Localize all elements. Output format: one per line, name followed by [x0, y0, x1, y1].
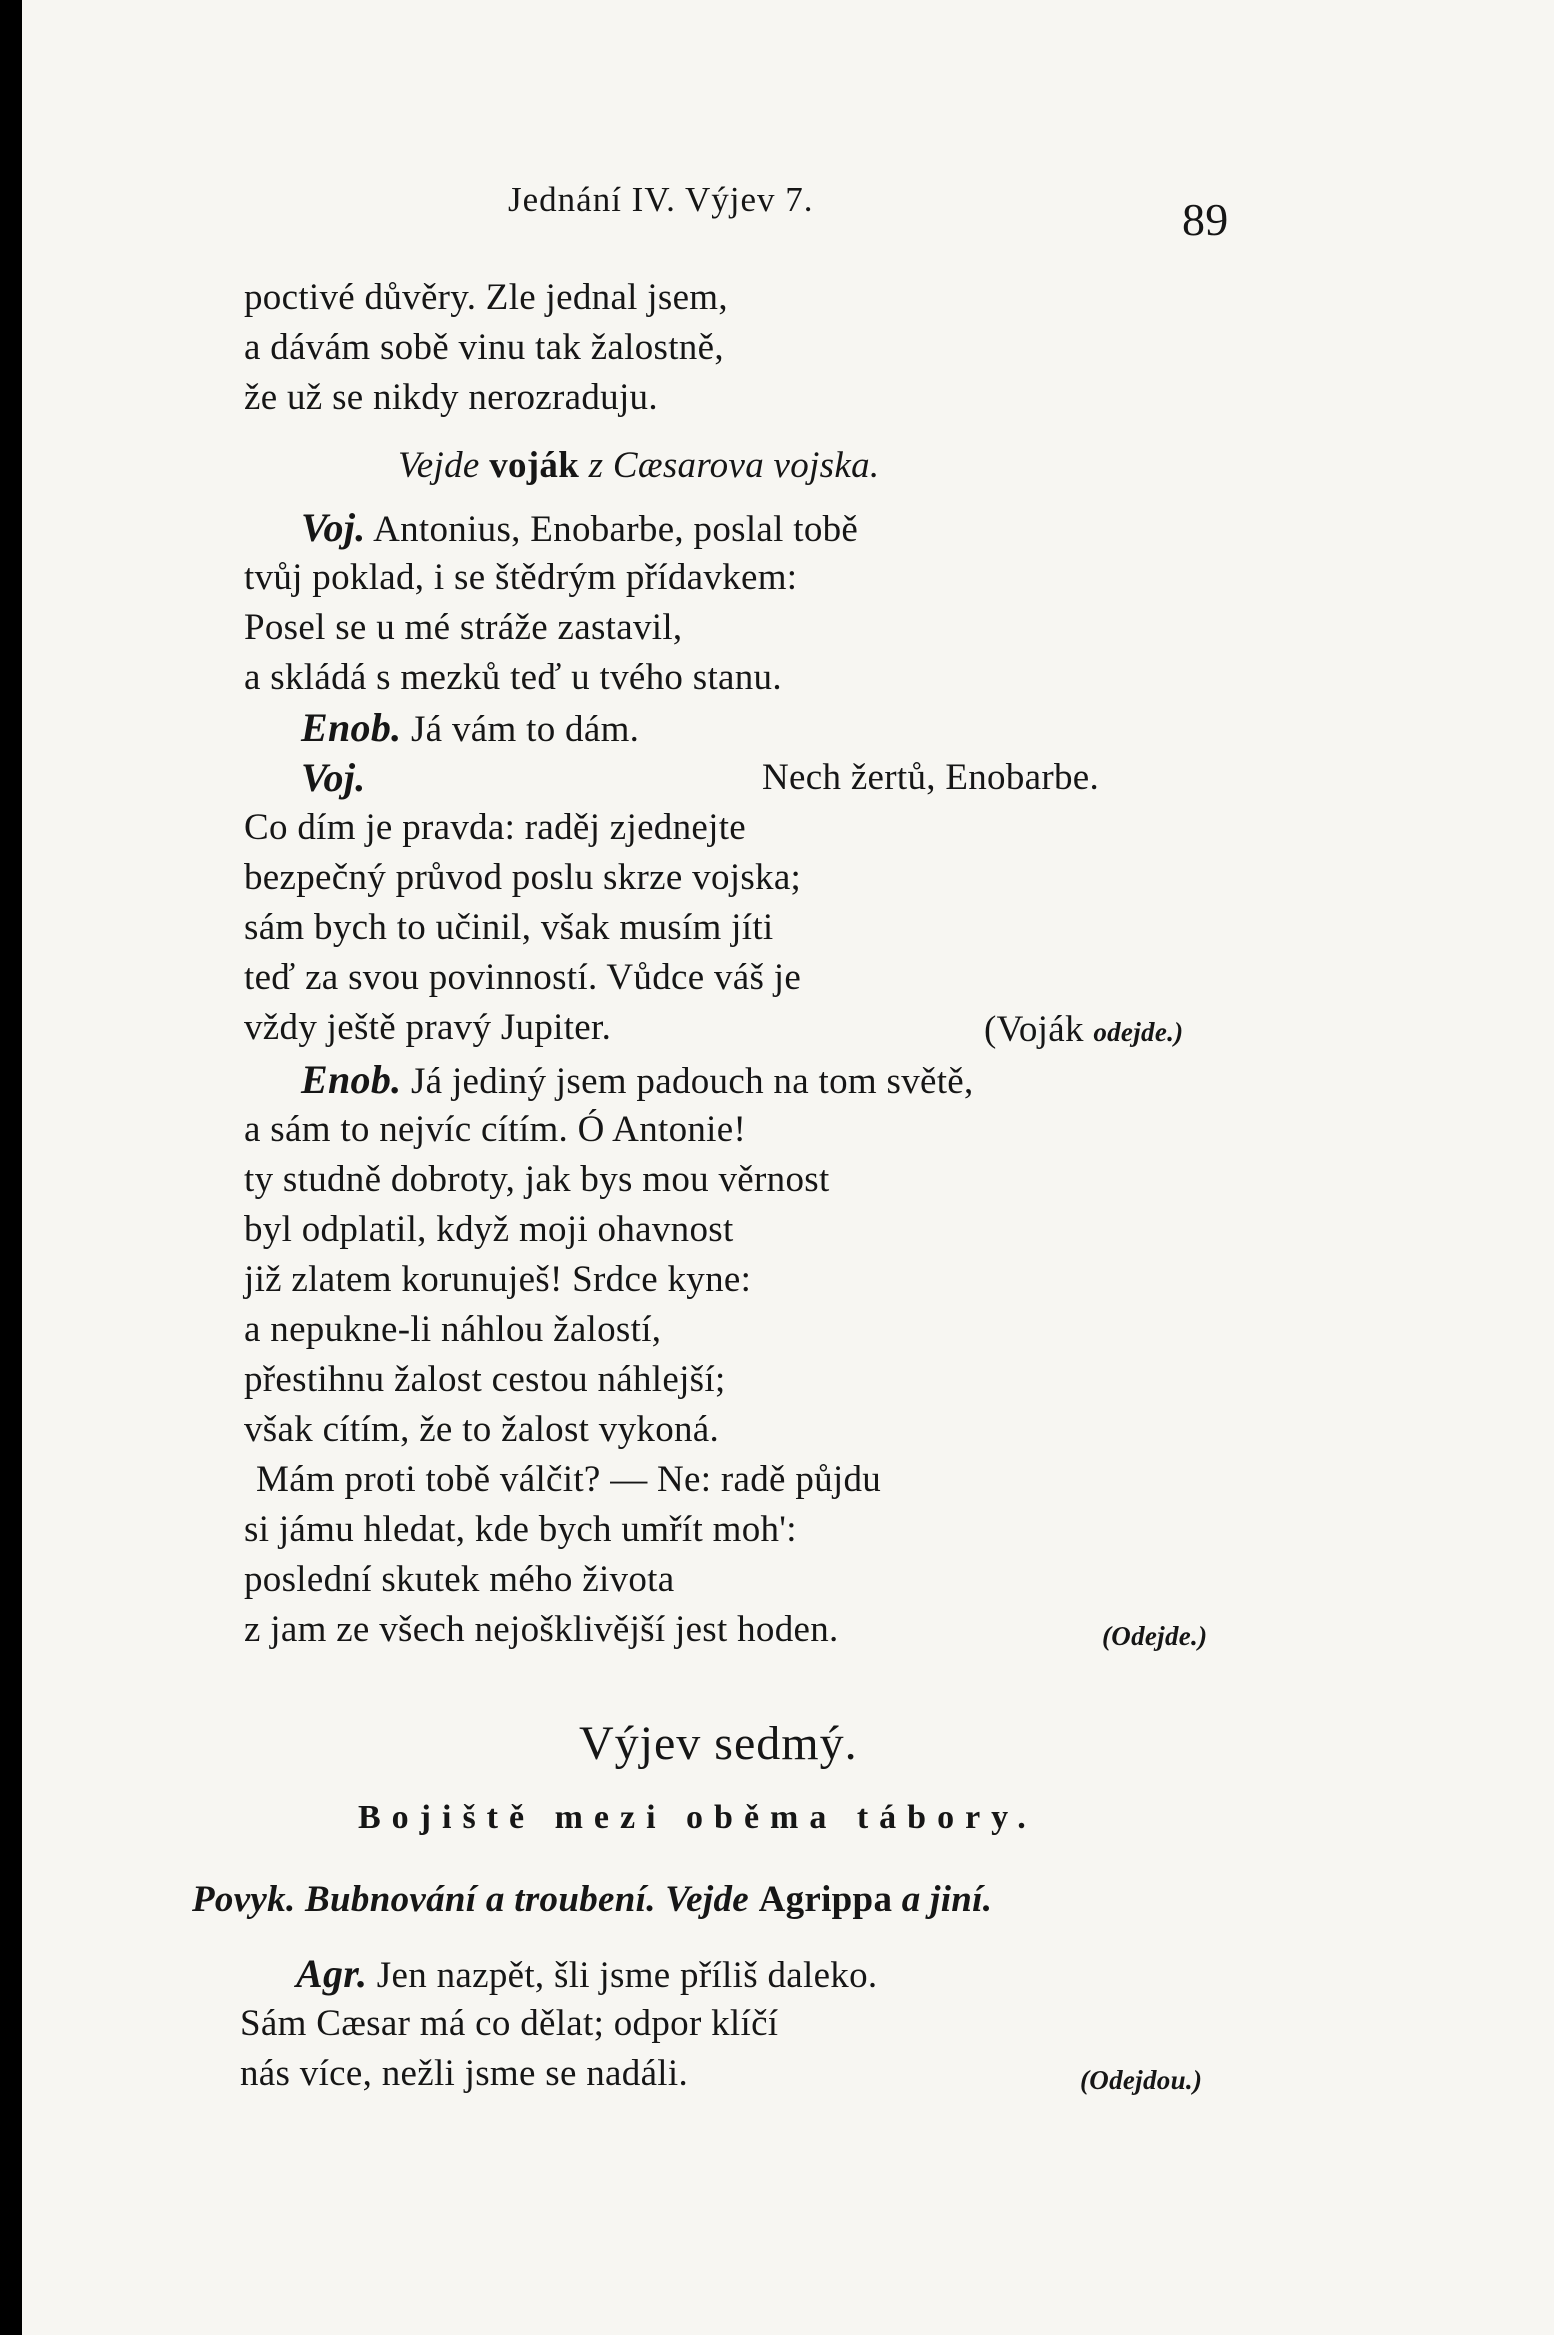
character-name: voják: [489, 445, 580, 486]
speech-line: [301, 706, 639, 752]
text-line: Posel se u mé stráže zastavil,: [244, 607, 683, 648]
book-page: [22, 0, 1554, 2335]
text-line: tvůj poklad, i se štědrým přídavkem:: [244, 557, 798, 598]
text-line: a skládá s mezků teď u tvého stanu.: [244, 657, 782, 698]
page-number: 89: [1182, 194, 1229, 245]
speech-line: [301, 756, 366, 802]
stage-direction-text: z Cæsarova vojska.: [579, 445, 880, 486]
text-line: a dávám sobě vinu tak žalostně,: [244, 327, 724, 368]
text-line: bezpečný průvod poslu skrze vojska;: [244, 857, 802, 898]
character-name: Agrippa: [758, 1879, 893, 1920]
stage-direction: (Odejdou.): [1080, 2065, 1203, 2095]
stage-direction-text: (Voják: [984, 1009, 1094, 1050]
scene-setting: Bojiště mezi oběma tábory.: [358, 1799, 1037, 1836]
text-line: z jam ze všech nejošklivější jest hoden.: [244, 1609, 839, 1650]
stage-direction-text: a jiní.: [892, 1879, 993, 1920]
text-line: Sám Cæsar má co dělat; odpor klíčí: [240, 2003, 779, 2044]
stage-direction-text: Povyk. Bubnování a troubení. Vejde: [192, 1879, 759, 1920]
text-line: již zlatem korunuješ! Srdce kyne:: [244, 1259, 752, 1300]
text-line: nás více, nežli jsme se nadáli.: [240, 2053, 689, 2094]
text-line: poctivé důvěry. Zle jednal jsem,: [244, 277, 728, 318]
stage-direction: [192, 1878, 992, 1922]
speech-text: Já vám to dám.: [401, 709, 640, 750]
text-line: a sám to nejvíc cítím. Ó Antonie!: [244, 1109, 747, 1150]
speech-text: Já jediný jsem padouch na tom světě,: [401, 1061, 974, 1102]
text-line: že už se nikdy nerozraduju.: [244, 377, 658, 418]
speaker-label: Voj.: [301, 755, 366, 800]
text-line: ty studně dobroty, jak bys mou věrnost: [244, 1159, 830, 1200]
running-title: Jednání IV. Výjev 7.: [508, 180, 814, 219]
text-line: však cítím, že to žalost vykoná.: [244, 1409, 720, 1450]
text-line: a nepukne-li náhlou žalostí,: [244, 1309, 662, 1350]
speech-line: [301, 1058, 974, 1104]
speech-line: [296, 1952, 877, 1998]
speaker-label: Enob.: [301, 705, 402, 750]
speech-text: Jen nazpět, šli jsme příliš daleko.: [367, 1955, 878, 1996]
stage-direction: (Odejde.): [1102, 1621, 1208, 1651]
text-line: přestihnu žalost cestou náhlejší;: [244, 1359, 726, 1400]
stage-direction: [984, 1008, 1183, 1054]
text-line: teď za svou povinností. Vůdce váš je: [244, 957, 802, 998]
stage-direction-text: Vejde: [398, 445, 490, 486]
speech-text: Antonius, Enobarbe, poslal tobě: [365, 509, 859, 550]
speaker-label: Enob.: [301, 1057, 402, 1102]
stage-direction-text: odejde.): [1093, 1017, 1184, 1047]
text-line: vždy ještě pravý Jupiter.: [244, 1007, 612, 1048]
scene-title: Výjev sedmý.: [579, 1717, 858, 1770]
text-line: poslední skutek mého života: [244, 1559, 675, 1600]
stage-direction: [398, 444, 879, 488]
text-line: sám bych to učinil, však musím jíti: [244, 907, 774, 948]
speaker-label: Voj.: [301, 505, 366, 550]
text-line: Mám proti tobě válčit? — Ne: radě půjdu: [256, 1459, 882, 1500]
speech-text: Nech žertů, Enobarbe.: [762, 757, 1100, 798]
speech-line: [301, 506, 858, 552]
text-line: si jámu hledat, kde bych umřít moh':: [244, 1509, 797, 1550]
text-line: Co dím je pravda: raděj zjednejte: [244, 807, 747, 848]
text-line: byl odplatil, když moji ohavnost: [244, 1209, 734, 1250]
speaker-label: Agr.: [296, 1951, 368, 1996]
